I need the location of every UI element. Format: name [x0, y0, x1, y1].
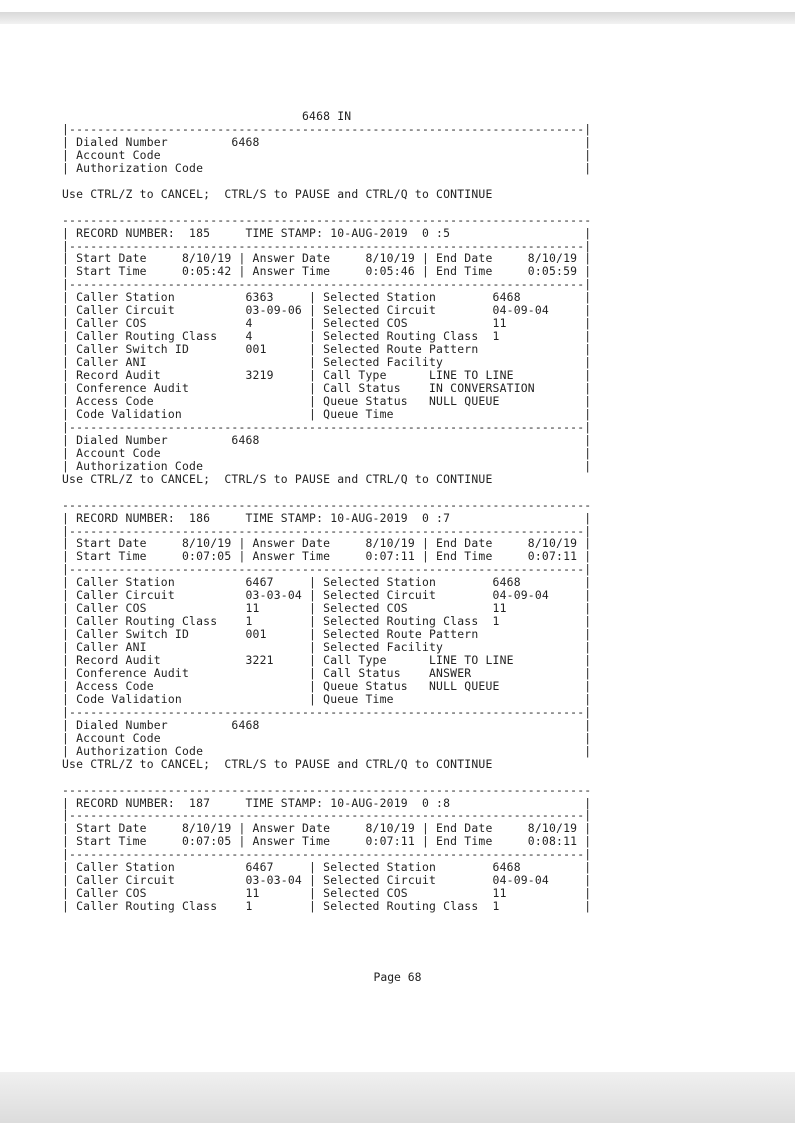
printout-line: | Caller Station 6467 | Selected Station 6468 | — [62, 575, 592, 590]
printout-line: | Caller Circuit 03-03-04 | Selected Circuit 04-09-04 | — [62, 873, 592, 888]
printout-line: | Caller Station 6363 | Selected Station 6468 | — [62, 290, 592, 305]
printout-line: |-------------------------------------------------------------------------| — [62, 808, 592, 823]
printout-line: --------------------------------------------------------------------------- — [62, 497, 592, 512]
printout-line: | Account Code | — [62, 147, 592, 162]
printout-line: | Caller ANI | Selected Facility | — [62, 640, 592, 655]
printout-line: | Conference Audit | Call Status ANSWER | — [62, 665, 592, 680]
printout-line: | Caller Routing Class 1 | Selected Routing Class 1 | — [62, 614, 592, 629]
printout-line — [62, 175, 591, 188]
call-record-printout — [62, 110, 591, 913]
printout-line: | RECORD NUMBER: 187 TIME STAMP: 10-AUG-2019 0 :8 | — [62, 795, 592, 810]
printout-line: | RECORD NUMBER: 186 TIME STAMP: 10-AUG-2019 0 :7 | — [62, 510, 592, 525]
printout-line: | Start Date 8/10/19 | Answer Date 8/10/19 | End Date 8/10/19 | — [62, 251, 592, 266]
printout-line: | Account Code | — [62, 445, 592, 460]
printout-line: 6468 IN — [62, 109, 352, 123]
page-number: Page 68 — [373, 970, 422, 984]
printout-line: | Caller Switch ID 001 | Selected Route Pattern | — [62, 627, 592, 642]
printout-line: |-------------------------------------------------------------------------| — [62, 562, 592, 577]
printout-line: | RECORD NUMBER: 185 TIME STAMP: 10-AUG-2019 0 :5 | — [62, 225, 592, 240]
printout-line: | Start Time 0:07:05 | Answer Time 0:07:11 | End Time 0:08:11 | — [62, 834, 592, 849]
printout-line: | Account Code | — [62, 730, 592, 745]
printout-line: |-------------------------------------------------------------------------| — [62, 121, 592, 136]
printout-line: | Record Audit 3219 | Call Type LINE TO LINE | — [62, 368, 592, 383]
printout-line: | Code Validation | Queue Time | — [62, 406, 592, 421]
printout-line: | Dialed Number 6468 | — [62, 432, 592, 447]
printout-line: | Caller Circuit 03-03-04 | Selected Circuit 04-09-04 | — [62, 588, 592, 603]
printout-line: | Authorization Code | — [62, 160, 592, 175]
printout-line: |-------------------------------------------------------------------------| — [62, 847, 592, 862]
printout-line: --------------------------------------------------------------------------- — [62, 782, 592, 797]
printout-line: | Caller Routing Class 4 | Selected Routing Class 1 | — [62, 329, 592, 344]
scan-edge-top — [0, 12, 795, 24]
printout-line: | Dialed Number 6468 | — [62, 134, 592, 149]
printout-line: | Caller Routing Class 1 | Selected Routing Class 1 | — [62, 899, 592, 914]
printout-line: | Authorization Code | — [62, 743, 592, 758]
scan-edge-bottom — [0, 1072, 795, 1123]
printout-line — [62, 486, 591, 499]
printout-line — [62, 771, 591, 784]
printout-line: | Caller COS 11 | Selected COS 11 | — [62, 601, 592, 616]
printout-line: | Start Time 0:05:42 | Answer Time 0:05:46 | End Time 0:05:59 | — [62, 264, 592, 279]
printout-line: | Conference Audit | Call Status IN CONVERSATION | — [62, 381, 592, 396]
printout-line — [62, 201, 591, 214]
printout-line: Use CTRL/Z to CANCEL; CTRL/S to PAUSE and CTRL/Q to CONTINUE — [62, 756, 493, 771]
printout-line: | Dialed Number 6468 | — [62, 717, 592, 732]
printout-line: |-------------------------------------------------------------------------| — [62, 238, 592, 253]
printout-line: --------------------------------------------------------------------------- — [62, 212, 592, 227]
printout-line: |-------------------------------------------------------------------------| — [62, 277, 592, 292]
printout-line: |-------------------------------------------------------------------------| — [62, 704, 592, 719]
printout-line: Use CTRL/Z to CANCEL; CTRL/S to PAUSE and CTRL/Q to CONTINUE — [62, 186, 493, 201]
printout-line: | Caller Switch ID 001 | Selected Route Pattern | — [62, 342, 592, 357]
printout-line: | Caller COS 11 | Selected COS 11 | — [62, 886, 592, 901]
printout-line: | Access Code | Queue Status NULL QUEUE | — [62, 393, 592, 408]
printout-line: | Record Audit 3221 | Call Type LINE TO LINE | — [62, 653, 592, 668]
printout-line: | Start Date 8/10/19 | Answer Date 8/10/19 | End Date 8/10/19 | — [62, 821, 592, 836]
printout-line: | Caller ANI | Selected Facility | — [62, 355, 592, 370]
printout-line: | Start Date 8/10/19 | Answer Date 8/10/19 | End Date 8/10/19 | — [62, 536, 592, 551]
printout-line: | Code Validation | Queue Time | — [62, 691, 592, 706]
printout-line: |-------------------------------------------------------------------------| — [62, 523, 592, 538]
printout-line: |-------------------------------------------------------------------------| — [62, 419, 592, 434]
printout-line: | Authorization Code | — [62, 458, 592, 473]
printout-line: | Access Code | Queue Status NULL QUEUE | — [62, 678, 592, 693]
printout-line: Use CTRL/Z to CANCEL; CTRL/S to PAUSE and CTRL/Q to CONTINUE — [62, 471, 493, 486]
printout-line: | Start Time 0:07:05 | Answer Time 0:07:11 | End Time 0:07:11 | — [62, 549, 592, 564]
printout-line: | Caller COS 4 | Selected COS 11 | — [62, 316, 592, 331]
printout-line: | Caller Station 6467 | Selected Station 6468 | — [62, 860, 592, 875]
printout-line: | Caller Circuit 03-09-06 | Selected Circuit 04-09-04 | — [62, 303, 592, 318]
